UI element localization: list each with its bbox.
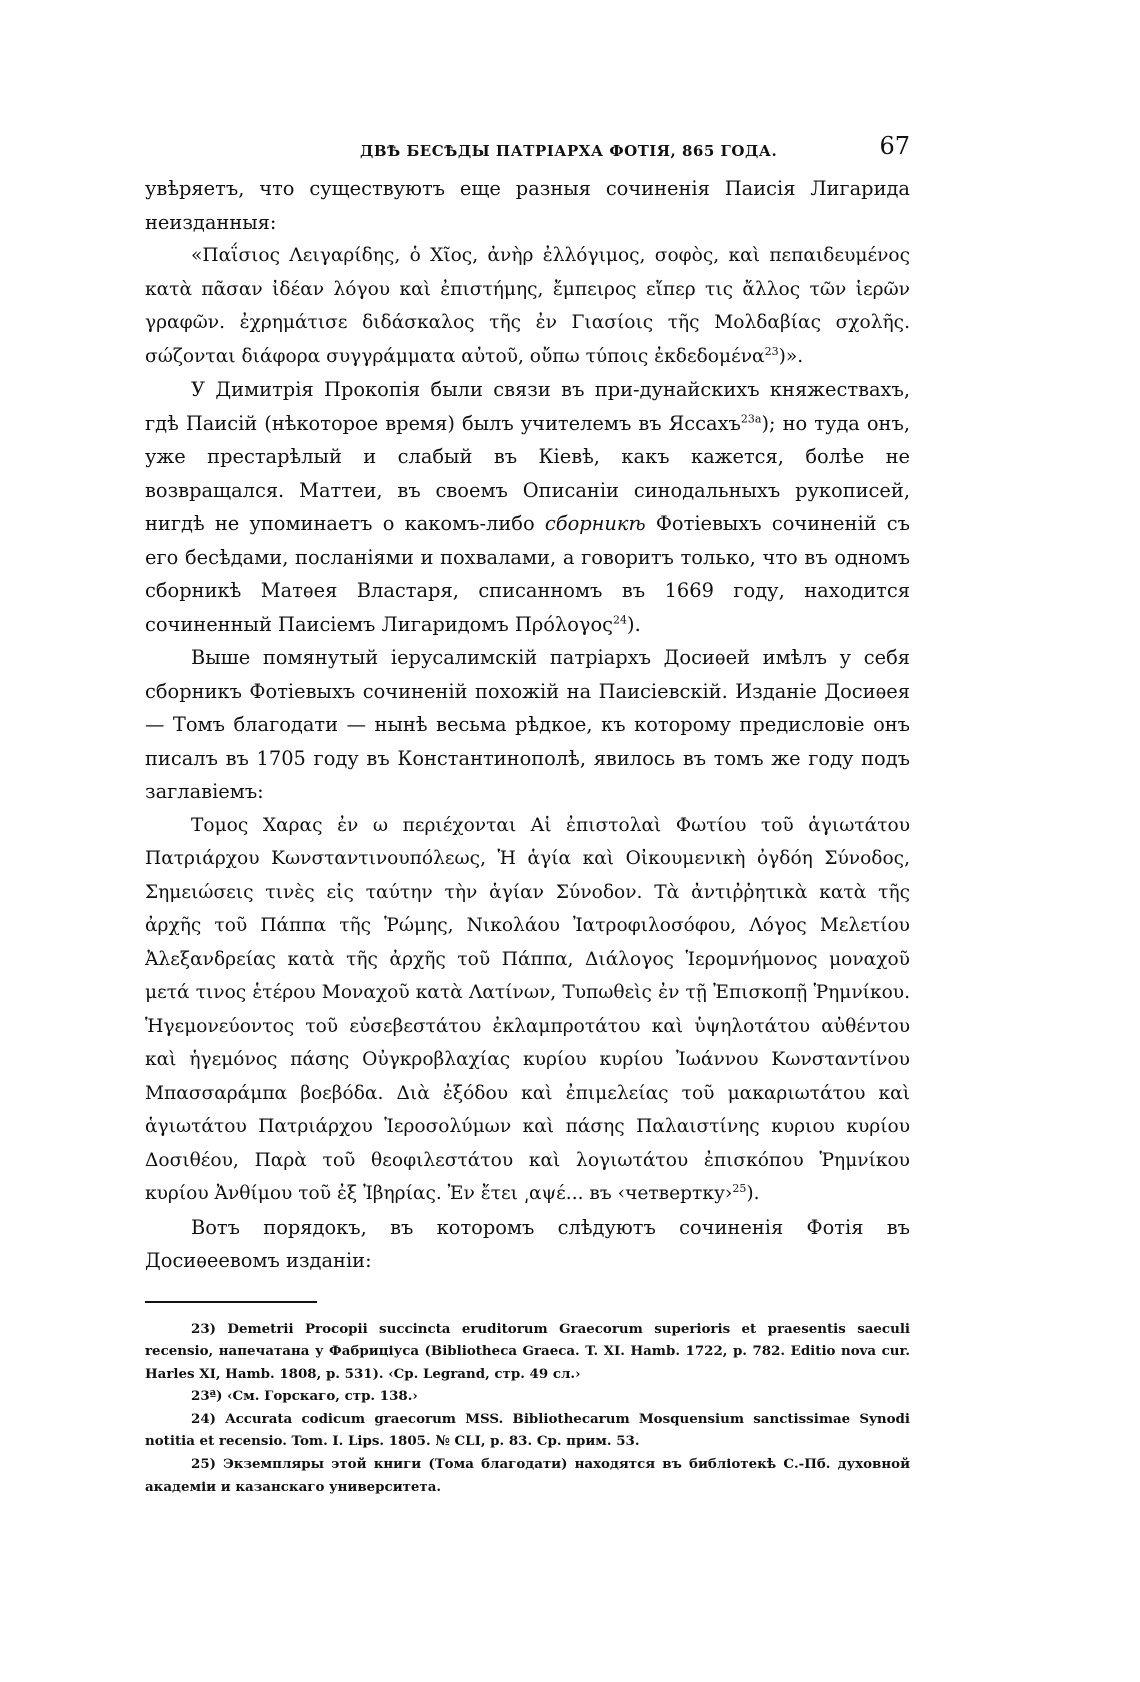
footnote-23a: 23ª) ‹См. Горскаго, стр. 138.› — [191, 1388, 418, 1405]
page-header — [145, 130, 910, 172]
footnote-25: 25) Экземпляры этой книги (Тома благодати) находятся въ библіотекѣ С.-Пб. духовной академіи и казанскаго университета. — [145, 1456, 910, 1495]
book-title-quote — [145, 809, 910, 1211]
page — [145, 130, 910, 1498]
paragraph-1 — [145, 172, 910, 239]
page-number: 67 — [879, 132, 910, 160]
paragraph-4-text: Выше помянутый іерусалимскій патріархъ Досиѳей имѣлъ у себя сборникъ Фотіевыхъ сочиненій похожій на Паисіевскій. Изданіе Досиѳея— Томъ благодати — нынѣ весьма рѣдкое, къ которому предисловіе онъ писалъ въ 1705 году въ Константинополѣ, явилось въ томъ же году подъ заглавіемъ: — [145, 646, 910, 803]
book-title-text: Τομος Χαρας ἐν ω περιέχονται Αἱ ἐπιστολαὶ Φωτίου τοῦ ἁγιωτάτου Πατριάρχου Κωνσταντινουπόλεως, Ἡ ἁγία καὶ Οἰκουμενικὴ ὀγδόη Σύνοδος, Σημειώσεις τινὲς εἰς ταύτην τὴν ἁγίαν Σύνοδον. Τὰ ἀντιῤῥητικὰ κατὰ τῆς ἀρχῆς τοῦ Πάππα τῆς Ῥώμης, Νικολάου Ἰατροφιλοσόφου, Λόγος Μελετίου Ἀλεξανδρείας κατὰ τῆς ἀρχῆς τοῦ Πάππα, Διάλογος Ἱερομνήμονος μοναχοῦ μετά τινος ἑτέρου Μοναχοῦ κατὰ Λατίνων, Τυπωθεὶς ἐν τῇ Ἐπισκοπῇ Ῥημνίκου. Ἡγεμονεύοντος τοῦ εὐσεβεστάτου ἐκλαμπροτάτου καὶ ὑψηλοτάτου αὐθέντου καὶ ἡγεμόνος πάσης Οὐγκροβλαχίας κυρίου κυρίου Ἰωάννου Κωνσταντίνου Μπασσαράμπα βοεβόδα. Διὰ ἐξόδου καὶ ἐπιμελείας τοῦ μακαριωτάτου καὶ ἁγιωτάτου Πατριάρχου Ἱεροσολύμων καὶ πάσης Παλαιστίνης κυριου κυρίου Δοσιθέου, Παρὰ τοῦ θεοφιλεστάτου καὶ λογιωτάτου ἐπισκόπου Ῥημνίκου κυρίου Ἀνθίμου τοῦ ἐξ Ἰβηρίας. Ἐν ἔτει ͵αψέ... въ ‹четвертку› — [145, 814, 910, 1204]
paragraph-6 — [145, 1211, 910, 1278]
footnote-23: 23) Demetrii Procopii succincta eruditorum Graecorum superioris et praesentis saeculi recensio, напечатана у Фабриціуса (Bibliotheca Graeca. T. XI. Hamb. 1722, p. 782. Editio nova cur. Harles XI, Hamb. 1808, p. 531). ‹Ср. Legrand, стр. 49 сл.› — [145, 1320, 910, 1382]
paragraph-4 — [145, 641, 910, 809]
book-title-end: ). — [746, 1183, 760, 1204]
running-head: ДВѢ БЕСѢДЫ ПАТРІАРХА ФОТІЯ, 865 ГОДА. — [360, 142, 778, 160]
paragraph-6-text: Вотъ порядокъ, въ которомъ слѣдуютъ сочиненія Фотія въ Досиѳеевомъ изданіи: — [145, 1215, 910, 1272]
footnote-ref-23[interactable]: 23 — [764, 344, 779, 358]
paragraph-3-text-a: У Димитрія Прокопія были связи въ при-дунайскихъ княжествахъ, гдѣ Паисій (нѣкоторое время) былъ учителемъ въ Яссахъ — [145, 378, 910, 435]
footnotes — [145, 1318, 910, 1499]
greek-quote-text: «Παΐσιος Λειγαρίδης, ὁ Χῖος, ἀνὴρ ἐλλόγιμος, σοφὸς, καὶ πεπαιδευμένος κατὰ πᾶσαν ἰδέαν λόγου καὶ ἐπιστήμης, ἔμπειρος εἴπερ τις ἄλλος τῶν ἱερῶν γραφῶν. ἐχρημάτισε διδάσκαλος τῆς ἐν Γιασίοις τῆς Μολδαβίας σχολῆς. σώζονται διάφορα συγγράμματα αὐτοῦ, οὔπω τύποις ἐκδεδομένα — [145, 245, 910, 367]
greek-quote — [145, 239, 910, 373]
footnote-ref-24[interactable]: 24 — [613, 613, 627, 627]
emphasis-sbornik: сборникѣ — [544, 512, 646, 535]
paragraph-1-text: увѣряетъ, что существуютъ еще разныя сочиненія Паисія Лигарида неизданныя: — [145, 177, 910, 234]
body-text — [145, 172, 910, 1278]
paragraph-3-text-b: ); но туда онъ, уже престарѣлый и слабый въ Кіевѣ, какъ кажется, болѣе не возвращался. Маттеи, въ своемъ Описаніи синодальныхъ рукописей, нигдѣ не упоминаетъ о какомъ-либо — [145, 411, 910, 535]
greek-quote-end: )». — [778, 345, 804, 367]
paragraph-3 — [145, 373, 910, 641]
footnote-ref-25[interactable]: 25 — [732, 1181, 747, 1195]
footnote-divider — [145, 1301, 317, 1303]
footnote-ref-23a[interactable]: 23а — [740, 412, 762, 426]
paragraph-3-end: ). — [627, 612, 641, 636]
paragraph-3-text-c: Фотіевыхъ сочиненій съ его бесѣдами, посланіями и похвалами, а говоритъ только, что въ одномъ сборникѣ Матѳея Властаря, списанномъ въ 1669 году, находится сочиненный Паисіемъ Лигаридомъ Πρόλογος — [145, 512, 910, 636]
footnote-24: 24) Accurata codicum graecorum MSS. Bibliothecarum Mosquensium sanctissimae Synodi notitia et recensio. Tom. I. Lips. 1805. № CLI, p. 83. Ср. прим. 53. — [145, 1410, 910, 1450]
